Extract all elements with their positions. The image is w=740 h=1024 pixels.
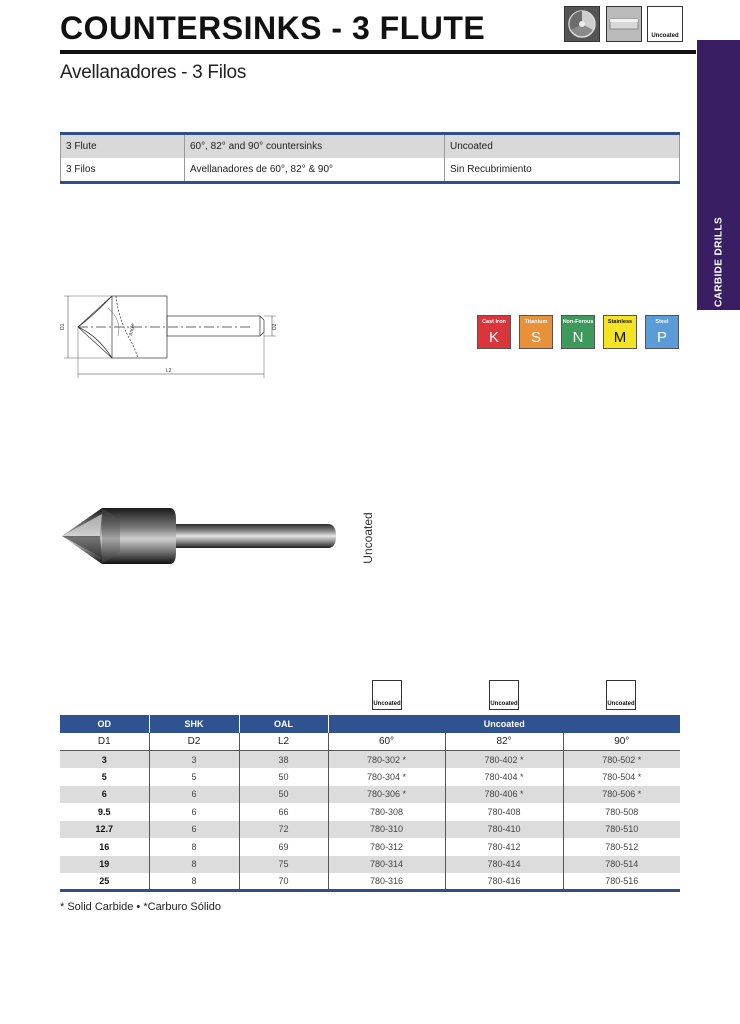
info-cell: 3 Filos	[61, 158, 185, 183]
header-od: OD	[60, 715, 149, 733]
table-subheader-row	[60, 733, 680, 751]
info-cell: Sin Recubrimiento	[445, 158, 680, 183]
cell-90: 780-504 *	[563, 768, 680, 786]
material-letter: S	[530, 329, 541, 346]
material-name: Titanium	[524, 319, 548, 325]
info-cell: 60°, 82° and 90° countersinks	[185, 134, 445, 159]
coating-box-label: Uncoated	[490, 701, 518, 707]
material-letter: P	[656, 329, 667, 346]
product-table	[60, 715, 680, 892]
coating-box-label: Uncoated	[607, 701, 635, 707]
cell-od: 9.5	[60, 803, 149, 821]
info-cell: 3 Flute	[61, 134, 185, 159]
table-row	[60, 821, 680, 839]
material-badge-cast-iron	[477, 315, 511, 349]
flute-end-icon	[564, 6, 600, 42]
diagram-l2-label: L2	[166, 368, 172, 374]
title-divider	[60, 50, 696, 54]
info-cell: Avellanadores de 60°, 82° & 90°	[185, 158, 445, 183]
cell-90: 780-514	[563, 856, 680, 874]
cell-oal: 69	[239, 838, 328, 856]
page-title: COUNTERSINKS - 3 FLUTE	[60, 10, 486, 46]
cell-od: 12.7	[60, 821, 149, 839]
cell-82: 780-404 *	[445, 768, 563, 786]
material-letter: N	[572, 329, 584, 346]
coating-box-90	[606, 680, 636, 710]
cell-82: 780-410	[445, 821, 563, 839]
diagram-d2-label: D2	[272, 323, 278, 330]
cell-shk: 3	[149, 751, 239, 769]
cell-shk: 8	[149, 873, 239, 891]
header-shk: SHK	[149, 715, 239, 733]
cell-82: 780-408	[445, 803, 563, 821]
cell-82: 780-406 *	[445, 786, 563, 804]
info-cell: Uncoated	[445, 134, 680, 159]
cell-oal: 72	[239, 821, 328, 839]
material-badge-titanium	[519, 315, 553, 349]
cell-shk: 5	[149, 768, 239, 786]
cell-82: 780-414	[445, 856, 563, 874]
cell-shk: 6	[149, 821, 239, 839]
material-letter: M	[613, 329, 627, 346]
subheader-d2: D2	[149, 733, 239, 751]
info-row	[61, 158, 680, 183]
table-row	[60, 873, 680, 891]
cell-od: 5	[60, 768, 149, 786]
info-table	[60, 132, 680, 184]
coating-box-60	[372, 680, 402, 710]
technical-diagram	[58, 286, 278, 382]
cell-shk: 8	[149, 856, 239, 874]
material-badge-steel	[645, 315, 679, 349]
diagram-angle-label: Angle	[128, 322, 137, 337]
material-letter: K	[488, 329, 499, 346]
table-row	[60, 768, 680, 786]
subheader-82: 82°	[445, 733, 563, 751]
cell-90: 780-508	[563, 803, 680, 821]
cell-oal: 50	[239, 786, 328, 804]
cell-82: 780-412	[445, 838, 563, 856]
uncoated-icon	[647, 6, 683, 42]
subheader-90: 90°	[563, 733, 680, 751]
footnote: * Solid Carbide • *Carburo Sólido	[60, 901, 221, 913]
cell-60: 780-304 *	[328, 768, 445, 786]
material-badge-stainless	[603, 315, 637, 349]
material-name: Stainless	[607, 319, 633, 325]
cell-oal: 50	[239, 768, 328, 786]
table-row	[60, 838, 680, 856]
header-oal: OAL	[239, 715, 328, 733]
material-name: Cast Iron	[482, 319, 506, 325]
section-side-tab[interactable]	[697, 40, 740, 310]
cell-od: 16	[60, 838, 149, 856]
material-name: Steel	[655, 319, 669, 325]
coating-box-82	[489, 680, 519, 710]
cell-90: 780-512	[563, 838, 680, 856]
subheader-60: 60°	[328, 733, 445, 751]
cell-90: 780-510	[563, 821, 680, 839]
header-coating: Uncoated	[328, 715, 680, 733]
coating-box-label: Uncoated	[373, 701, 401, 707]
table-row	[60, 803, 680, 821]
cell-shk: 6	[149, 786, 239, 804]
cell-shk: 6	[149, 803, 239, 821]
cell-od: 6	[60, 786, 149, 804]
shank-icon	[606, 6, 642, 42]
cell-60: 780-314	[328, 856, 445, 874]
cell-od: 19	[60, 856, 149, 874]
cell-82: 780-416	[445, 873, 563, 891]
info-row	[61, 134, 680, 159]
page-subtitle: Avellanadores - 3 Filos	[60, 62, 247, 83]
subheader-l2: L2	[239, 733, 328, 751]
cell-60: 780-302 *	[328, 751, 445, 769]
cell-60: 780-312	[328, 838, 445, 856]
material-name: Non-Ferous	[562, 319, 594, 325]
cell-od: 3	[60, 751, 149, 769]
cell-60: 780-308	[328, 803, 445, 821]
subheader-d1: D1	[60, 733, 149, 751]
table-row	[60, 856, 680, 874]
table-row	[60, 751, 680, 769]
material-badge-non-ferous	[561, 315, 595, 349]
uncoated-icon-label: Uncoated	[651, 33, 679, 39]
cell-60: 780-310	[328, 821, 445, 839]
cell-shk: 8	[149, 838, 239, 856]
cell-82: 780-402 *	[445, 751, 563, 769]
cell-90: 780-506 *	[563, 786, 680, 804]
diagram-d1-label: D1	[60, 323, 66, 330]
photo-coating-label: Uncoated	[361, 512, 375, 564]
table-header-row	[60, 715, 680, 733]
cell-oal: 75	[239, 856, 328, 874]
side-tab-label: CARBIDE DRILLS	[713, 216, 724, 308]
countersink-tool-image	[60, 500, 340, 572]
cell-oal: 70	[239, 873, 328, 891]
cell-oal: 66	[239, 803, 328, 821]
cell-od: 25	[60, 873, 149, 891]
cell-90: 780-502 *	[563, 751, 680, 769]
table-row	[60, 786, 680, 804]
cell-60: 780-306 *	[328, 786, 445, 804]
cell-90: 780-516	[563, 873, 680, 891]
cell-60: 780-316	[328, 873, 445, 891]
cell-oal: 38	[239, 751, 328, 769]
